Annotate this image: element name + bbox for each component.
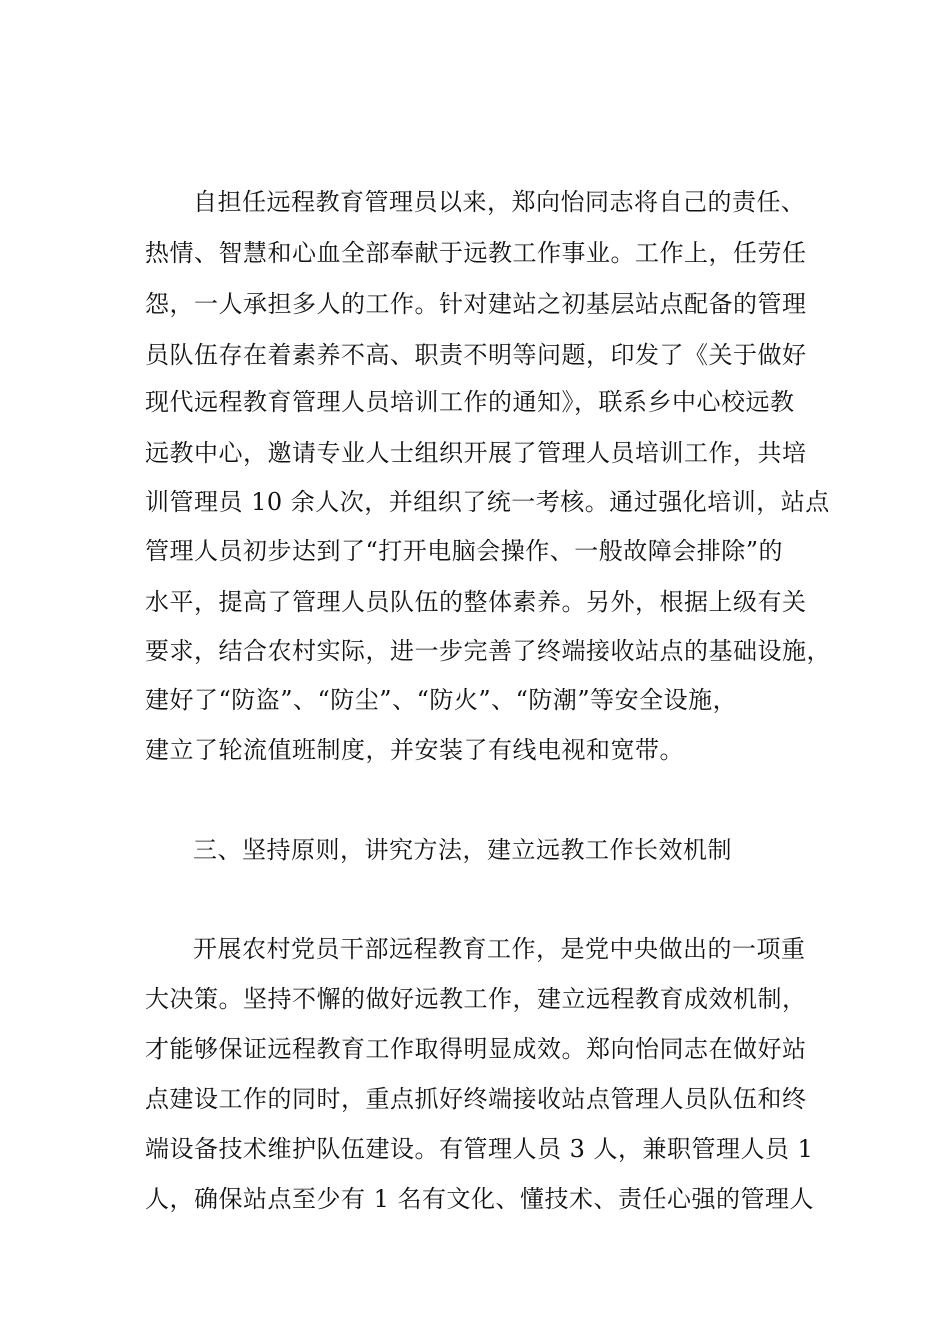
paragraph-line: 怨，一人承担多人的工作。针对建站之初基层站点配备的管理 [145, 290, 807, 318]
paragraph-line: 建好了“防盗”、“防尘”、“防火”、“防潮”等安全设施， [145, 686, 738, 714]
paragraph-line: 员队伍存在着素养不高、职责不明等问题，印发了《关于做好 [145, 341, 807, 369]
paragraph-line: 人，确保站点至少有 1 名有文化、懂技术、责任心强的管理人 [145, 1185, 815, 1213]
paragraph-line: 自担任远程教育管理员以来，郑向怡同志将自己的责任、 [193, 188, 806, 216]
paragraph-line: 才能够保证远程教育工作取得明显成效。郑向怡同志在做好站 [145, 1035, 807, 1063]
paragraph-line: 训管理员 10 余人次，并组织了统一考核。通过强化培训，站点 [145, 488, 830, 516]
paragraph-line: 建立了轮流值班制度，并安装了有线电视和宽带。 [145, 736, 684, 764]
paragraph-line: 开展农村党员干部远程教育工作，是党中央做出的一项重 [193, 935, 806, 963]
paragraph-line: 管理人员初步达到了“打开电脑会操作、一般故障会排除”的 [145, 537, 784, 565]
paragraph-line: 现代远程教育管理人员培训工作的通知》，联系乡中心校远教 [145, 388, 795, 416]
paragraph-line: 端设备技术维护队伍建设。有管理人员 3 人，兼职管理人员 1 [145, 1135, 814, 1163]
paragraph-line: 点建设工作的同时，重点抓好终端接收站点管理人员队伍和终 [145, 1085, 807, 1113]
paragraph-line: 要求，结合农村实际，进一步完善了终端接收站点的基础设施， [145, 637, 831, 665]
paragraph-line: 热情、智慧和心血全部奉献于远教工作事业。工作上，任劳任 [145, 239, 807, 267]
paragraph-line: 大决策。坚持不懈的做好远教工作，建立远程教育成效机制， [145, 985, 807, 1013]
paragraph-line: 远教中心，邀请专业人士组织开展了管理人员培训工作，共培 [145, 439, 807, 467]
paragraph-line: 水平，提高了管理人员队伍的整体素养。另外，根据上级有关 [145, 588, 807, 616]
section-heading: 三、坚持原则，讲究方法，建立远教工作长效机制 [193, 836, 732, 864]
